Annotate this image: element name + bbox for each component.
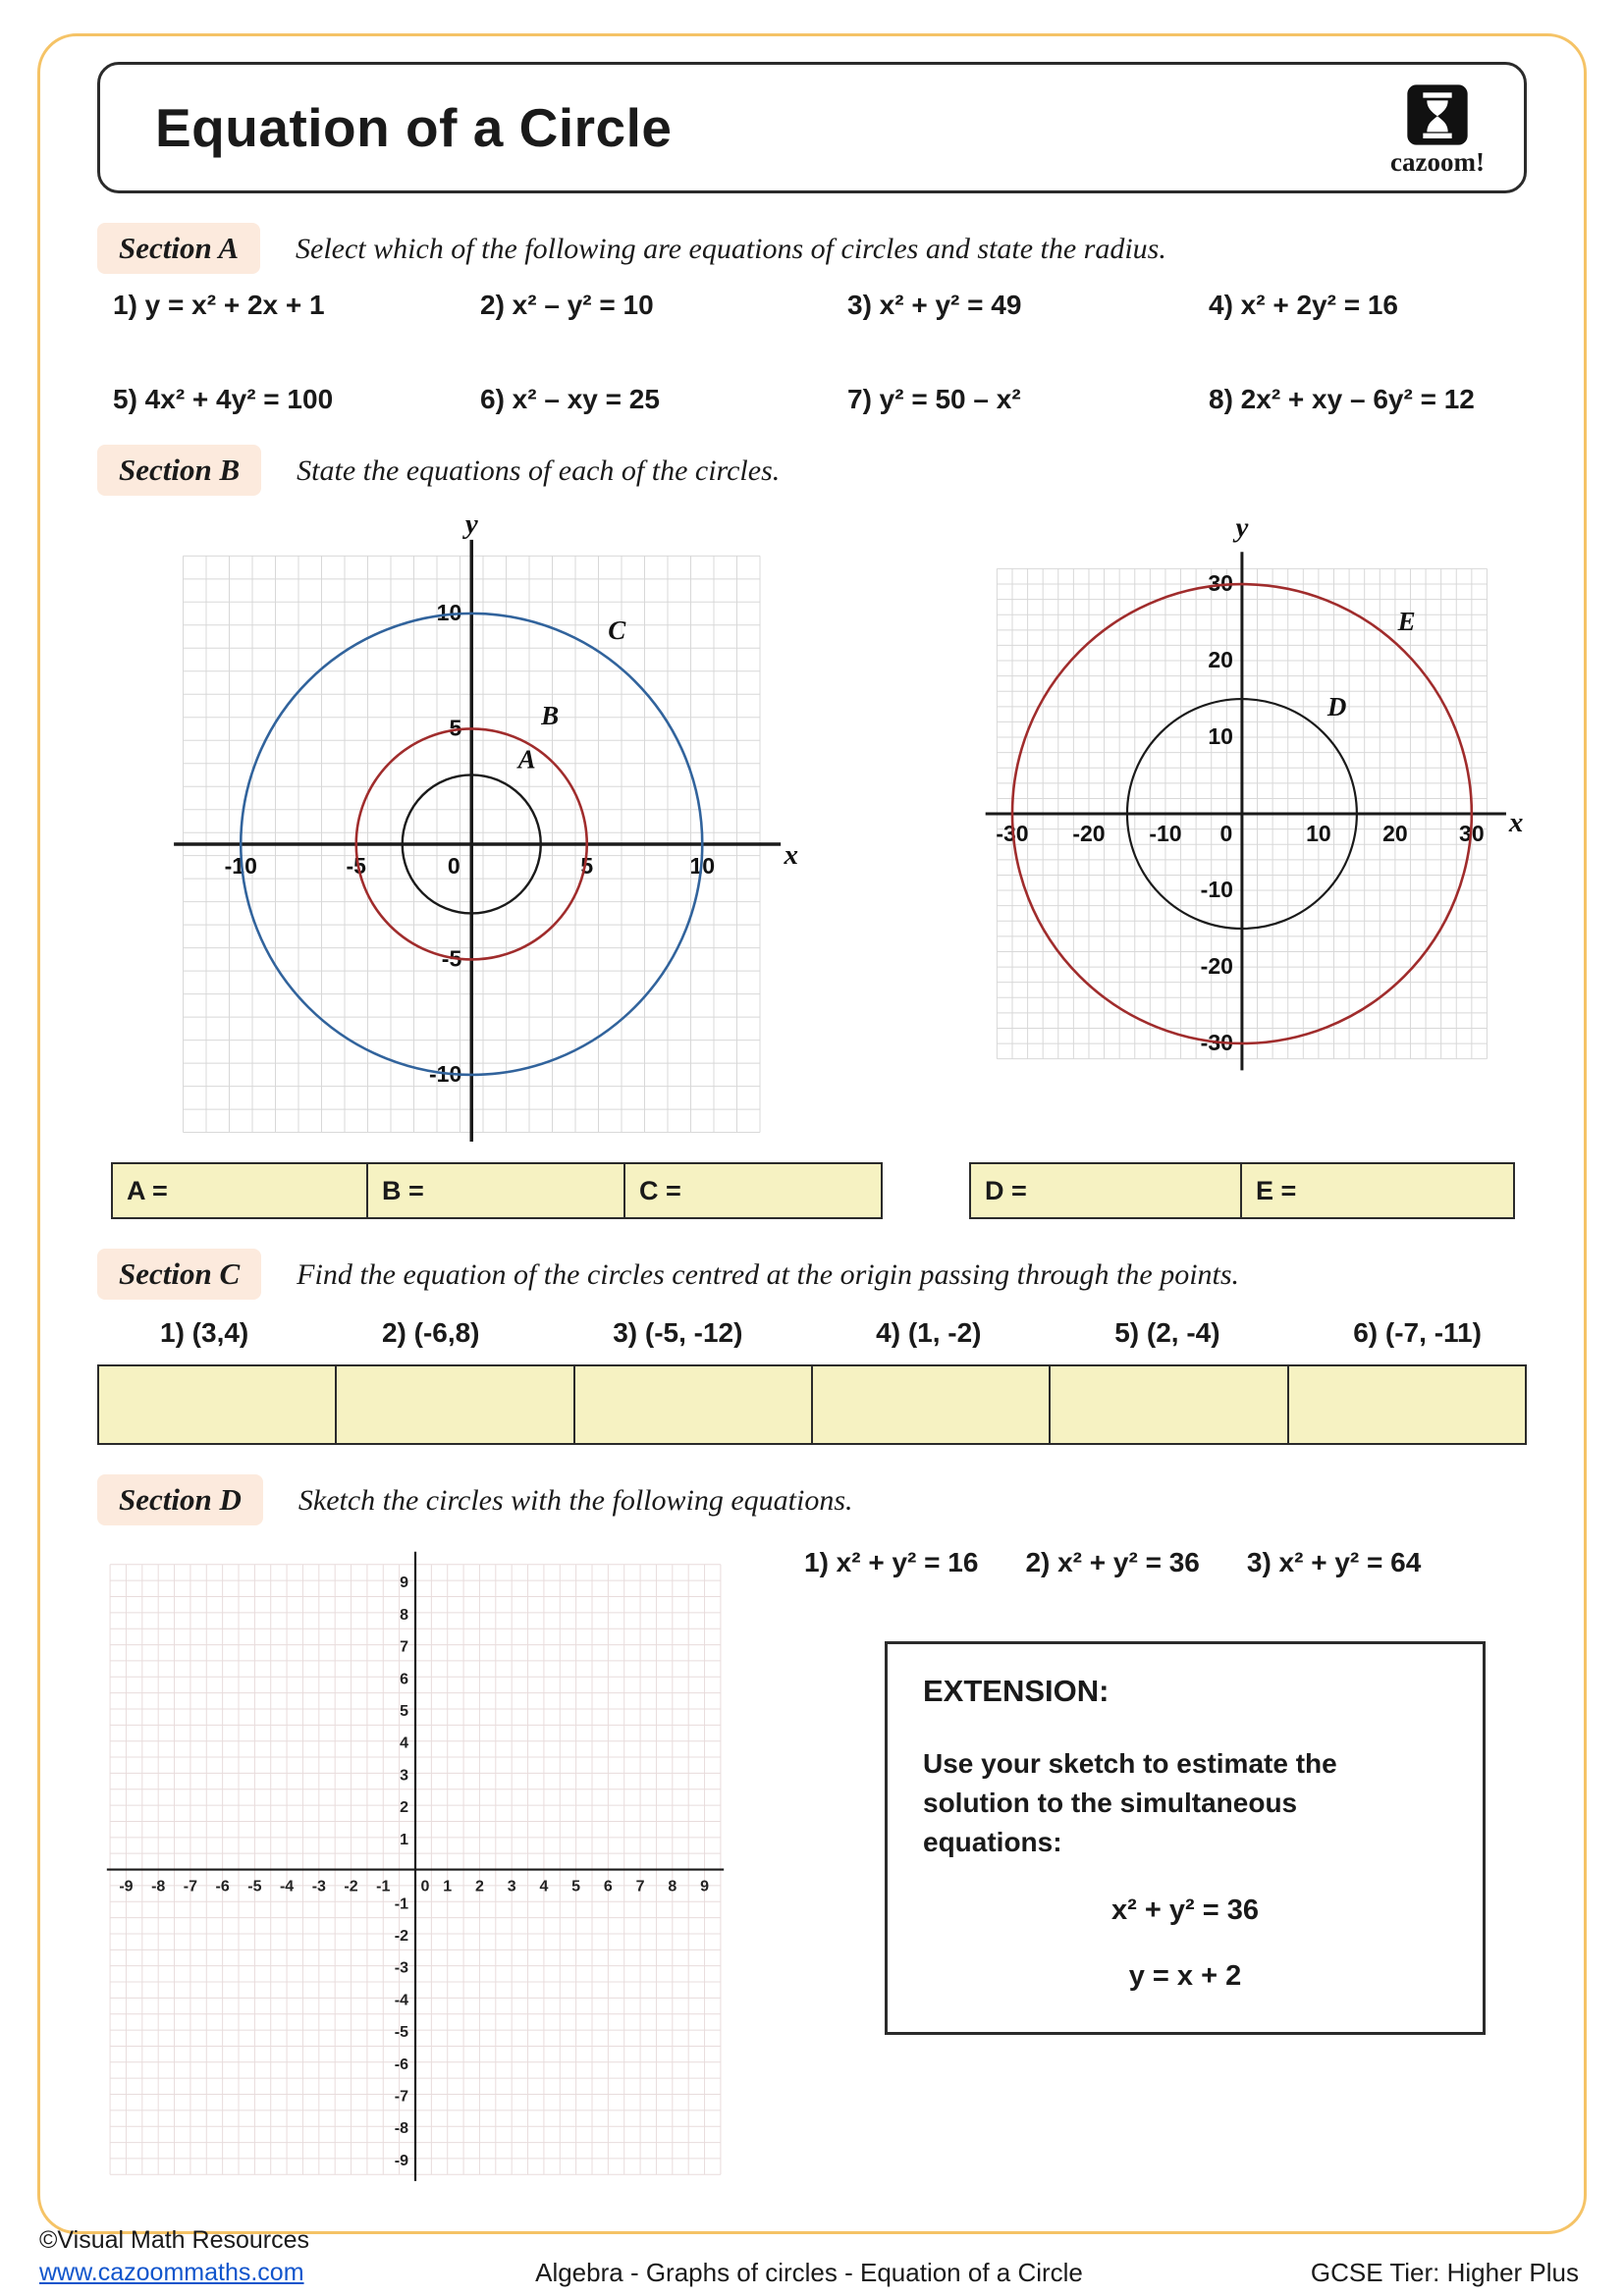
svg-text:-30: -30	[996, 821, 1029, 847]
answer-cell-b	[368, 1162, 625, 1219]
answer-box	[1289, 1364, 1527, 1445]
header	[97, 62, 1527, 193]
svg-text:-3: -3	[394, 1959, 408, 1977]
section-d-equations	[804, 1547, 1527, 1578]
svg-text:C: C	[608, 614, 626, 645]
section-d-label: Section D	[97, 1474, 263, 1525]
svg-text:4: 4	[400, 1735, 408, 1752]
svg-text:5: 5	[571, 1878, 581, 1896]
equation-item: 6) x² – xy = 25	[480, 384, 660, 414]
worksheet-border	[37, 33, 1587, 2234]
section-d-sketch-grid	[97, 1537, 733, 2189]
answer-cell-d	[969, 1162, 1242, 1219]
svg-text:2: 2	[475, 1878, 484, 1896]
extension-title: EXTENSION:	[923, 1674, 1110, 1708]
answer-label: C =	[639, 1175, 681, 1205]
svg-text:-4: -4	[279, 1878, 295, 1896]
page-title: Equation of a Circle	[155, 97, 673, 158]
section-d-instruction: Sketch the circles with the following equations.	[298, 1484, 853, 1517]
svg-text:1: 1	[443, 1878, 453, 1896]
svg-text:10: 10	[689, 852, 716, 879]
cazoom-logo-text: cazoom!	[1390, 147, 1485, 177]
svg-text:2: 2	[400, 1799, 408, 1817]
equation-item: 1) x² + y² = 16	[804, 1547, 979, 1577]
svg-text:-10: -10	[1149, 821, 1182, 847]
svg-text:30: 30	[1459, 821, 1485, 847]
answer-cell-c	[625, 1162, 883, 1219]
answer-box	[337, 1364, 574, 1445]
svg-text:10: 10	[1306, 821, 1331, 847]
equation-item: 3) x² + y² = 49	[847, 290, 1022, 320]
svg-text:-1: -1	[376, 1878, 391, 1896]
section-c-label: Section C	[97, 1249, 261, 1300]
svg-text:0: 0	[1219, 821, 1233, 847]
section-a-instruction: Select which of the following are equations of circles and state the radius.	[296, 233, 1166, 265]
svg-text:5: 5	[449, 715, 462, 741]
equation-item: 5) 4x² + 4y² = 100	[113, 384, 334, 414]
answer-box	[97, 1364, 337, 1445]
equation-item: 8) 2x² + xy – 6y² = 12	[1209, 384, 1475, 414]
svg-text:y: y	[464, 507, 478, 540]
extension-equation-2: y = x + 2	[1128, 1960, 1242, 1993]
section-d-content	[97, 1537, 1527, 2189]
point-item: 1) (3,4)	[160, 1317, 249, 1348]
answer-group-left	[111, 1162, 883, 1219]
svg-text:10: 10	[436, 600, 462, 626]
svg-text:-4: -4	[394, 1992, 408, 2009]
svg-text:-20: -20	[1072, 821, 1106, 847]
section-c-instruction: Find the equation of the circles centred at the origin passing through the points.	[297, 1258, 1240, 1291]
svg-text:y: y	[1235, 511, 1249, 544]
svg-text:-5: -5	[441, 945, 462, 972]
equation-item: 1) y = x² + 2x + 1	[113, 290, 325, 320]
cazoom-logo	[1390, 83, 1485, 176]
section-a-header	[97, 223, 1527, 274]
svg-text:6: 6	[603, 1878, 613, 1896]
svg-text:0: 0	[447, 852, 460, 879]
section-b-instruction: State the equations of each of the circles.	[297, 454, 781, 487]
answer-label: B =	[382, 1175, 424, 1205]
svg-text:-10: -10	[1200, 877, 1233, 903]
extension-equation-1: x² + y² = 36	[1111, 1895, 1259, 1927]
svg-text:6: 6	[400, 1671, 408, 1688]
section-c-answer-boxes	[97, 1364, 1527, 1445]
svg-text:30: 30	[1208, 570, 1233, 597]
website-link[interactable]: www.cazoommaths.com	[39, 2259, 304, 2287]
answer-box	[1051, 1364, 1288, 1445]
svg-text:-6: -6	[394, 2056, 408, 2073]
svg-text:-6: -6	[215, 1878, 230, 1896]
svg-text:-9: -9	[119, 1878, 134, 1896]
svg-text:8: 8	[400, 1606, 408, 1624]
svg-text:0: 0	[420, 1878, 430, 1896]
extension-body: Use your sketch to estimate the solution to the simultaneous equations:	[923, 1748, 1337, 1857]
svg-text:5: 5	[580, 852, 594, 879]
point-item: 2) (-6,8)	[381, 1317, 480, 1348]
footer-subject: Algebra - Graphs of circles - Equation of a Circle	[535, 2258, 1083, 2287]
svg-text:-1: -1	[394, 1896, 408, 1913]
answer-box	[813, 1364, 1051, 1445]
copyright-text: ©Visual Math Resources	[39, 2225, 310, 2254]
answer-box	[575, 1364, 813, 1445]
footer-left	[39, 2224, 309, 2291]
answer-group-right	[969, 1162, 1515, 1219]
svg-text:-5: -5	[247, 1878, 262, 1896]
svg-text:9: 9	[700, 1878, 709, 1896]
answer-label: A =	[127, 1175, 168, 1205]
svg-text:-3: -3	[311, 1878, 326, 1896]
svg-text:7: 7	[635, 1878, 645, 1896]
answer-label: D =	[985, 1175, 1027, 1205]
footer	[39, 2224, 1579, 2291]
svg-text:-10: -10	[429, 1060, 462, 1087]
svg-text:-20: -20	[1200, 953, 1233, 980]
svg-text:4: 4	[539, 1878, 549, 1896]
svg-text:8: 8	[668, 1878, 677, 1896]
section-b-graph-right	[974, 507, 1527, 1093]
footer-tier: GCSE Tier: Higher Plus	[1310, 2258, 1579, 2287]
extension-box	[885, 1641, 1486, 2035]
section-b-answers	[97, 1148, 1527, 1219]
svg-text:5: 5	[400, 1702, 408, 1720]
svg-text:A: A	[517, 744, 536, 774]
equation-item: 7) y² = 50 – x²	[847, 384, 1021, 414]
point-item: 3) (-5, -12)	[613, 1317, 743, 1348]
section-a-label: Section A	[97, 223, 260, 274]
point-item: 4) (1, -2)	[876, 1317, 982, 1348]
section-d-header	[97, 1474, 1527, 1525]
point-item: 6) (-7, -11)	[1353, 1317, 1482, 1348]
svg-text:7: 7	[400, 1638, 408, 1656]
svg-text:-30: -30	[1200, 1030, 1233, 1056]
svg-text:x: x	[784, 838, 798, 871]
svg-text:-5: -5	[346, 852, 366, 879]
svg-text:-5: -5	[394, 2024, 408, 2042]
svg-text:20: 20	[1208, 647, 1233, 673]
svg-text:B: B	[541, 700, 560, 730]
equation-item: 2) x² – y² = 10	[480, 290, 654, 320]
svg-text:-2: -2	[394, 1927, 408, 1945]
svg-text:E: E	[1397, 606, 1416, 636]
cazoom-vase-icon	[1406, 83, 1469, 146]
svg-text:-7: -7	[183, 1878, 198, 1896]
svg-text:-8: -8	[151, 1878, 166, 1896]
svg-text:-2: -2	[344, 1878, 358, 1896]
svg-text:20: 20	[1382, 821, 1408, 847]
svg-text:3: 3	[507, 1878, 516, 1896]
svg-text:1: 1	[400, 1831, 408, 1848]
equation-item: 4) x² + 2y² = 16	[1209, 290, 1399, 320]
point-item: 5) (2, -4)	[1114, 1317, 1220, 1348]
svg-text:-7: -7	[394, 2088, 408, 2106]
answer-label: E =	[1256, 1175, 1297, 1205]
svg-text:-9: -9	[394, 2152, 408, 2169]
section-b-graphs	[97, 507, 1527, 1148]
section-b-graph-left	[160, 507, 806, 1148]
section-b-header	[97, 445, 1527, 496]
equation-item: 2) x² + y² = 36	[1025, 1547, 1200, 1577]
equation-item: 3) x² + y² = 64	[1246, 1547, 1422, 1577]
answer-cell-e	[1242, 1162, 1515, 1219]
answer-cell-a	[111, 1162, 368, 1219]
svg-text:9: 9	[400, 1575, 408, 1592]
section-b-label: Section B	[97, 445, 261, 496]
svg-text:x: x	[1508, 806, 1524, 838]
section-c-header	[97, 1249, 1527, 1300]
svg-text:10: 10	[1208, 723, 1233, 750]
svg-text:D: D	[1326, 692, 1347, 722]
section-c-points	[97, 1311, 1527, 1349]
svg-text:3: 3	[400, 1767, 408, 1785]
svg-text:-10: -10	[224, 852, 257, 879]
svg-text:-8: -8	[394, 2120, 408, 2138]
section-d-right-column	[775, 1537, 1527, 2189]
section-a-equations	[113, 290, 1527, 415]
